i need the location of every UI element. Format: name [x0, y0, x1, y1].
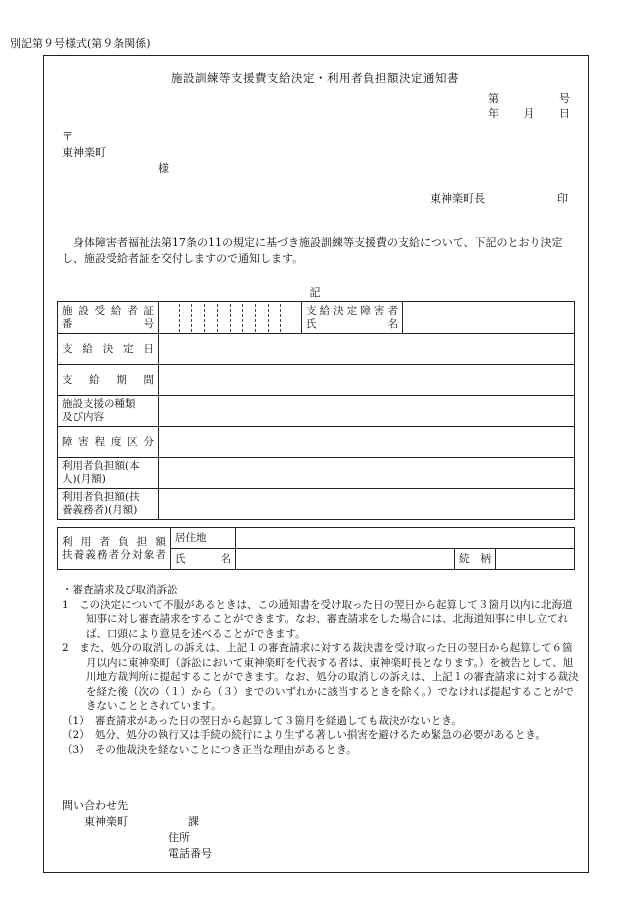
- address-cell[interactable]: [236, 528, 575, 549]
- day-label: 日: [559, 107, 570, 120]
- ki-heading: 記: [309, 286, 321, 299]
- appeal-sub-1: （1） 審査請求があった日の翌日から起算して３箇月を経過しても裁決がないとき。: [62, 714, 462, 727]
- contact-section: 課: [188, 815, 199, 828]
- table-row: [58, 458, 575, 489]
- month-label: 月: [523, 107, 535, 120]
- number-suffix: 号: [559, 92, 570, 105]
- burden-self-cell[interactable]: [159, 458, 575, 489]
- year-label: 年: [488, 107, 499, 120]
- support-type-label: 施設支援の種類 及び内容: [58, 396, 159, 427]
- contact-town: 東神楽町: [84, 815, 128, 828]
- appeal-heading: ・審査請求及び取消訴訟: [62, 584, 178, 596]
- decision-table: [57, 301, 575, 520]
- table-row: [58, 396, 575, 427]
- issuer-name: 東神楽町長: [430, 192, 485, 205]
- relation-label: 続柄: [455, 549, 496, 570]
- contact-heading: 問い合わせ先: [62, 799, 128, 812]
- table-row: [58, 489, 575, 520]
- appeal-item-1: 1 この決定について不服があるときは、この通知書を受け取った日の翌日から起算して３箇月以内に北海道知事に対し審査請求をすることができます。なお、審査請求をした場合には、北海道知事に申し立てれば、口頭により意見を述べることができます。: [62, 598, 573, 640]
- address-label: 居住地: [171, 528, 236, 549]
- appeal-sub-2: （2） 処分、処分の執行又は手続の続行により生ずる著しい損害を避けるため緊急の必要があるとき。: [62, 729, 547, 741]
- disabled-person-label: 支給決定障害者 氏名: [302, 302, 403, 334]
- support-type-cell[interactable]: [159, 396, 575, 427]
- table-row: [58, 427, 575, 458]
- name-cell[interactable]: [236, 549, 455, 570]
- appeal-item-2: 2 また、処分の取消しの訴えは、上記１の審査請求に対する裁決書を受け取った日の翌日から起算して６箇月以内に東神楽町（訴訟において東神楽町を代表する者は、東神楽町長となります。）を被告として、旭川地方裁判所に提起することができます。なお、処分の取消しの訴えは、上記１の審査請求に対する裁決を経た後（次の（１）から（３）までのいずれかに該当するときを除く。）でなければ提起することができないこととされています。: [62, 642, 579, 712]
- dependent-target-label: 利用者負担額 扶養義務者分対象者: [58, 528, 171, 570]
- contact-phone: 電話番号: [168, 847, 212, 860]
- appeal-sub-3: （3） その他裁決を経ないことにつき正当な理由があるとき。: [62, 743, 357, 756]
- number-prefix: 第: [488, 92, 499, 105]
- burden-self-label: 利用者負担額(本 人)(月額): [58, 458, 159, 489]
- recipient-honorific: 様: [158, 162, 169, 175]
- disability-level-label: 障害程度区分: [58, 427, 159, 458]
- decision-date-cell[interactable]: [159, 334, 575, 365]
- table-row: [58, 334, 575, 365]
- document-title: 施設訓練等支援費支給決定・利用者負担額決定通知書: [171, 71, 459, 85]
- cert-number-boxes: [159, 302, 302, 334]
- document-number-date: [488, 91, 570, 121]
- burden-dependent-cell[interactable]: [159, 489, 575, 520]
- table-row: [58, 365, 575, 396]
- name-label: 氏名: [171, 549, 236, 570]
- period-cell[interactable]: [159, 365, 575, 396]
- disability-level-cell[interactable]: [159, 427, 575, 458]
- contact-address: 住所: [168, 831, 190, 844]
- table-row: [58, 302, 575, 334]
- seal-mark: 印: [557, 192, 568, 205]
- table-row: [58, 528, 575, 549]
- relation-cell[interactable]: [496, 549, 575, 570]
- form-number-label: 別記第９号様式(第９条関係): [10, 37, 151, 50]
- contact-block: [62, 798, 212, 862]
- decision-date-label: 支給決定日: [58, 334, 159, 365]
- notice-body: 身体障害者福祉法第17条の11の規定に基づき施設訓練等支援費の支給について、下記のとおり決定し、施設受給者証を交付しますので通知します。: [62, 236, 563, 265]
- disabled-person-name-cell[interactable]: [403, 302, 575, 334]
- period-label: 支給期間: [58, 365, 159, 396]
- dependent-table: [57, 527, 575, 570]
- cert-number-label: 施設受給者証 番号: [58, 302, 159, 334]
- recipient-town: 東神楽町: [62, 146, 106, 159]
- postal-mark: 〒: [62, 130, 73, 143]
- burden-dependent-label: 利用者負担額(扶 養義務者)(月額): [58, 489, 159, 520]
- appeal-notice: [62, 583, 582, 757]
